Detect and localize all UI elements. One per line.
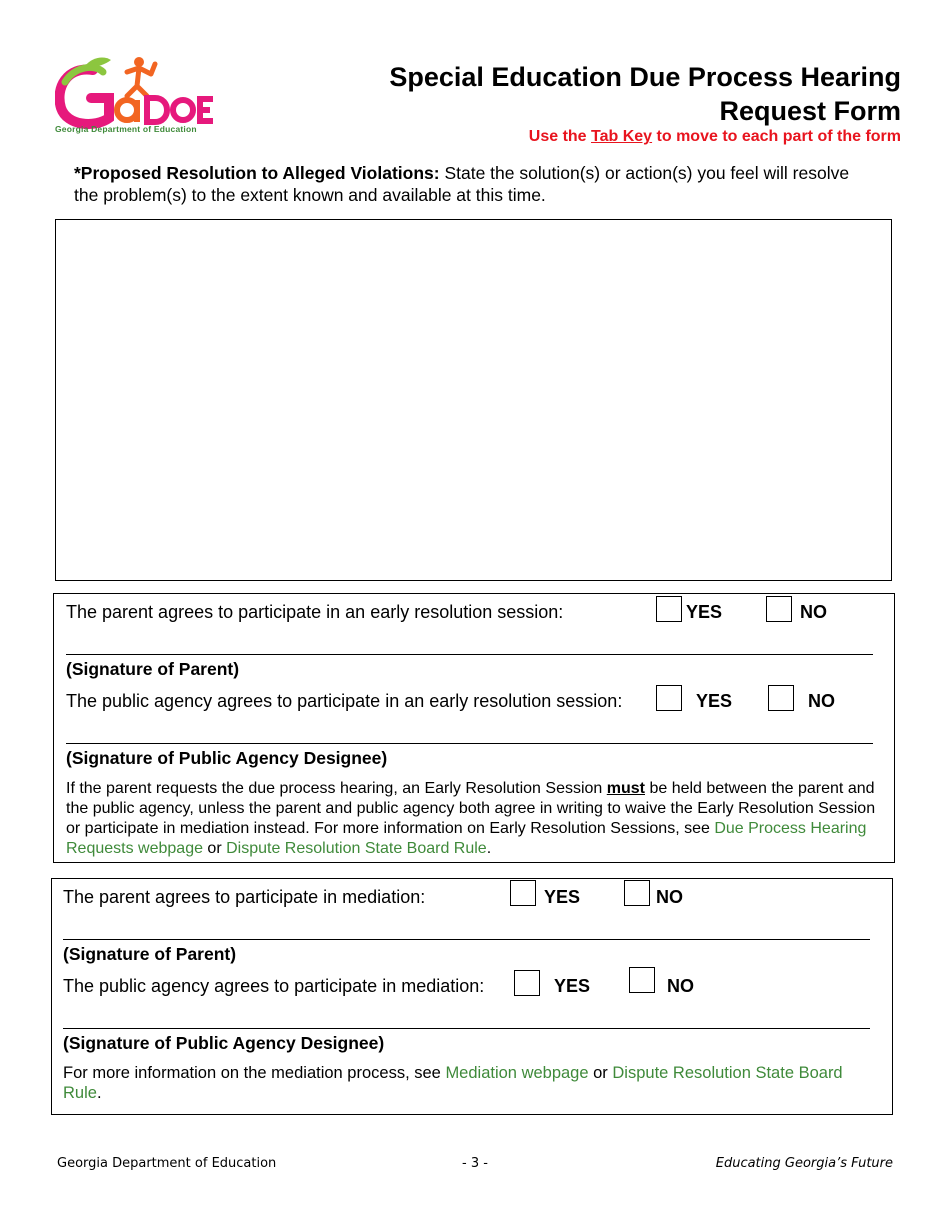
footer-page-number: - 3 - [462, 1156, 488, 1171]
mediation-state-board-rule-link[interactable]: Dispute Resolution State Board Rule [63, 1064, 843, 1102]
mediation-agency-yes-label: YES [554, 976, 591, 996]
due-process-webpage-link[interactable]: Due Process Hearing Requests webpage [66, 820, 867, 857]
page-title [341, 60, 901, 128]
proposed-resolution-label: *Proposed Resolution to Alleged Violations: [74, 163, 440, 183]
mediation-info: For more information on the mediation process, see Mediation webpage or Dispute Resolution State Board Rule. [63, 1064, 843, 1102]
tab-key-note: Use the Tab Key to move to each part of the form [528, 128, 901, 145]
mediation-parent-question: The parent agrees to participate in mediation: [63, 887, 426, 907]
state-board-rule-link[interactable]: Dispute Resolution State Board Rule [226, 840, 487, 857]
mediation-agency-no-checkbox[interactable] [629, 967, 655, 993]
tab-key-text: Tab Key [591, 128, 653, 145]
early-resolution-parent-question: The parent agrees to participate in an early resolution session: [66, 602, 564, 622]
early-resolution-agency-no-label: NO [808, 691, 835, 711]
footer-left: Georgia Department of Education [57, 1156, 277, 1171]
mediation-agency-signature-line[interactable] [63, 1028, 870, 1029]
title-line-2: Request Form [719, 96, 901, 126]
mediation-agency-signature-label: (Signature of Public Agency Designee) [63, 1033, 385, 1053]
agency-signature-label: (Signature of Public Agency Designee) [66, 748, 388, 768]
parent-signature-line[interactable] [66, 654, 873, 655]
proposed-resolution-instructions: *Proposed Resolution to Alleged Violations: State the solution(s) or action(s) you feel will resolve the problem(s) to the extent known and available at this time. [74, 163, 850, 205]
parent-signature-label: (Signature of Parent) [66, 659, 240, 679]
early-resolution-parent-yes-checkbox[interactable] [656, 596, 682, 622]
logo-subtitle: Georgia Department of Education [55, 124, 197, 134]
early-resolution-info: If the parent requests the due process hearing, an Early Resolution Session must be held between the parent and the public agency, unless the parent and public agency both agree in writing to waive the Early Resolution Session or participate in mediation instead. For more information on Early Resolution Sessions, see Due Process Hearing Requests webpage or Dispute Resolution State Board Rule. [66, 780, 876, 857]
mediation-parent-yes-label: YES [544, 887, 581, 907]
mediation-webpage-link[interactable]: Mediation webpage [445, 1064, 589, 1082]
early-resolution-agency-question: The public agency agrees to participate in an early resolution session: [66, 691, 623, 711]
early-resolution-parent-no-label: NO [800, 602, 827, 622]
mediation-agency-no-label: NO [667, 976, 694, 996]
title-line-1: Special Education Due Process Hearing [389, 62, 901, 92]
mediation-agency-question: The public agency agrees to participate in mediation: [63, 976, 485, 996]
mediation-parent-no-checkbox[interactable] [624, 880, 650, 906]
logo-figure-icon [127, 64, 155, 96]
early-resolution-agency-yes-checkbox[interactable] [656, 685, 682, 711]
mediation-parent-no-label: NO [656, 887, 683, 907]
mediation-parent-signature-line[interactable] [63, 939, 870, 940]
early-resolution-agency-no-checkbox[interactable] [768, 685, 794, 711]
early-resolution-parent-no-checkbox[interactable] [766, 596, 792, 622]
mediation-agency-yes-checkbox[interactable] [514, 970, 540, 996]
mediation-parent-yes-checkbox[interactable] [510, 880, 536, 906]
early-resolution-agency-yes-label: YES [696, 691, 733, 711]
early-resolution-parent-yes-label: YES [686, 602, 723, 622]
agency-signature-line[interactable] [66, 743, 873, 744]
footer-right: Educating Georgia’s Future [715, 1156, 893, 1171]
proposed-resolution-textarea[interactable] [55, 219, 892, 581]
mediation-parent-signature-label: (Signature of Parent) [63, 944, 237, 964]
must-emphasis: must [606, 780, 645, 797]
